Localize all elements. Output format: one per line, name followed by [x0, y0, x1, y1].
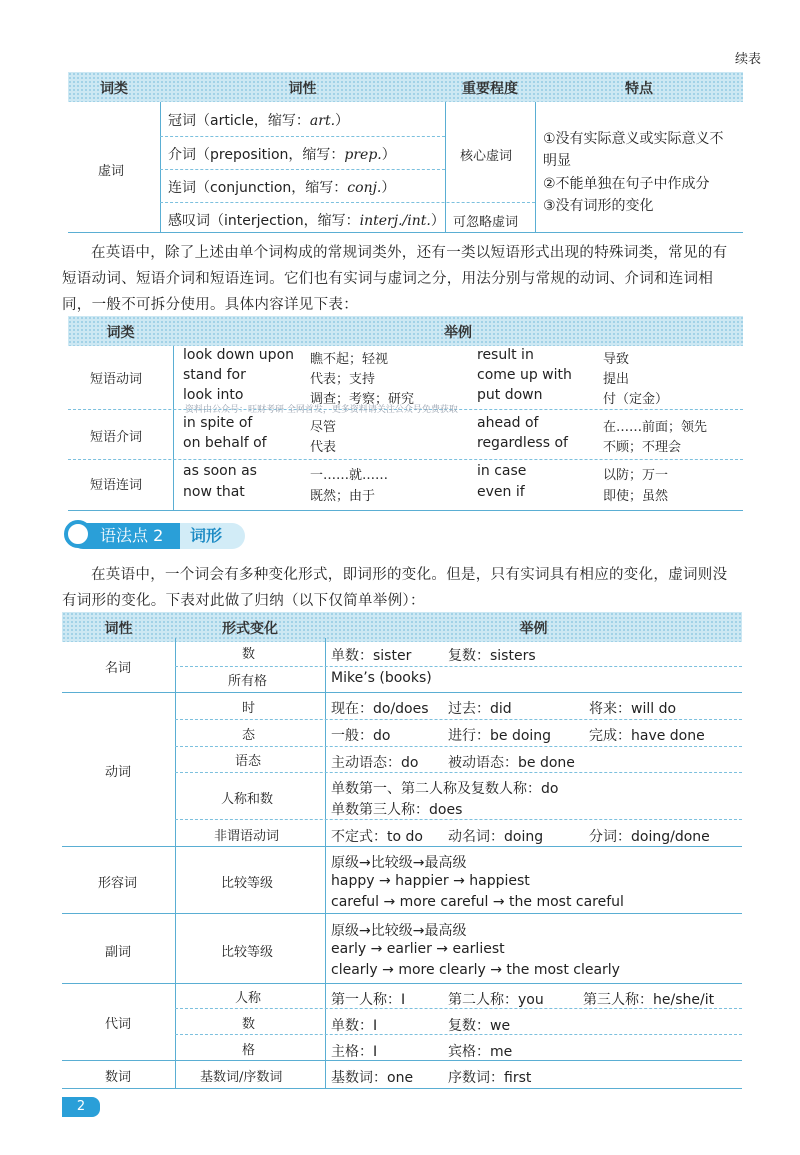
- importance-core: 核心虚词: [460, 149, 513, 164]
- example: 现在：do/does: [331, 701, 429, 717]
- form-comparison: 比较等级: [221, 945, 274, 960]
- paragraph-phrases: 在英语中，除了上述由单个词构成的常规词类外，还有一类以短语形式出现的特殊词类，常见的有短语动词、短语介词和短语连词。它们也有实词与虚词之分，用法分别与常规的动词、介词和连词相同，一般不可拆分使用。具体内容详见下表：: [62, 245, 728, 313]
- form-person: 人称: [235, 991, 262, 1006]
- phrase-meaning: 即使；虽然: [603, 489, 669, 504]
- example: careful → more careful → the most careful: [331, 894, 624, 910]
- group-label-phrasal-conjunctions: 短语连词: [90, 478, 143, 493]
- phrase-meaning: 在……前面；领先: [603, 420, 708, 435]
- form-person-number: 人称和数: [221, 792, 274, 807]
- example: 复数：we: [448, 1018, 511, 1034]
- example: Mike’s (books): [331, 670, 432, 686]
- phrase-meaning: 导致: [603, 352, 630, 367]
- header-word-class: 词类: [100, 81, 128, 97]
- phrase-meaning: 付（定金）: [603, 392, 669, 407]
- feature-line: 明显: [543, 153, 571, 169]
- form-case: 格: [242, 1043, 256, 1058]
- form-aspect: 态: [242, 728, 256, 743]
- example: 第三人称：he/she/it: [583, 992, 715, 1008]
- phrase: as soon as: [183, 463, 257, 479]
- group-label-phrasal-verbs: 短语动词: [90, 372, 143, 387]
- continued-label: 续表: [735, 52, 762, 67]
- header-word-class: 词类: [106, 325, 135, 341]
- table-row: 介词（preposition，缩写：prep.）: [168, 147, 396, 163]
- form-non-finite: 非谓语动词: [214, 829, 280, 844]
- phrase: now that: [183, 484, 245, 500]
- pos-adjective: 形容词: [98, 876, 138, 891]
- feature-line: ①没有实际意义或实际意义不: [543, 131, 724, 147]
- example: 复数：sisters: [448, 648, 536, 664]
- form-cardinal-ordinal: 基数词/序数词: [200, 1070, 283, 1085]
- form-comparison: 比较等级: [221, 876, 274, 891]
- phrase-meaning: 尽管: [310, 420, 337, 435]
- form-tense: 时: [242, 701, 256, 716]
- example: 一般：do: [331, 728, 391, 744]
- pos-noun: 名词: [105, 661, 132, 676]
- example: 将来：will do: [589, 701, 677, 717]
- form-number: 数: [242, 647, 256, 662]
- group-label-phrasal-prepositions: 短语介词: [90, 430, 143, 445]
- example: 进行：be doing: [448, 728, 552, 744]
- phrase: in case: [477, 463, 527, 479]
- phrase-meaning: 以防；万一: [603, 468, 669, 483]
- example: 被动语态：be done: [448, 755, 575, 771]
- example: 单数：I: [331, 1018, 378, 1034]
- example: 第二人称：you: [448, 992, 544, 1008]
- phrase-meaning: 瞧不起；轻视: [310, 352, 389, 367]
- phrase: look into: [183, 387, 244, 403]
- paragraph-word-forms: 在英语中，一个词会有多种变化形式，即词形的变化。但是，只有实词具有相应的变化，虚词则没有词形的变化。下表对此做了归纳（以下仅简单举例）：: [62, 567, 728, 609]
- importance-optional: 可忽略虚词: [453, 215, 519, 230]
- example: 宾格：me: [448, 1044, 513, 1060]
- example: 过去：did: [448, 701, 512, 717]
- phrase-meaning: 一……就……: [310, 468, 389, 483]
- phrase: ahead of: [477, 415, 539, 431]
- pos-verb: 动词: [105, 765, 132, 780]
- form-number: 数: [242, 1017, 256, 1032]
- header-examples: 举例: [444, 325, 472, 341]
- phrase: come up with: [477, 367, 572, 383]
- example: 原级→比较级→最高级: [331, 923, 467, 939]
- phrase-meaning: 调查；考察；研究: [310, 392, 415, 407]
- header-features: 特点: [625, 81, 653, 97]
- phrase: even if: [477, 484, 525, 500]
- category-function-words: 虚词: [98, 164, 125, 179]
- watermark: 资料由公众号：旺财考研 全网首发，更多资料请关注公众号免费获取: [185, 405, 458, 415]
- example: 动名词：doing: [448, 829, 544, 845]
- phrase: put down: [477, 387, 543, 403]
- example: 原级→比较级→最高级: [331, 855, 467, 871]
- example: clearly → more clearly → the most clearly: [331, 962, 620, 978]
- grammar-point-badge: [70, 523, 245, 549]
- example: happy → happier → happiest: [331, 873, 530, 889]
- header-examples: 举例: [519, 621, 548, 637]
- example: 单数：sister: [331, 648, 412, 664]
- magnifier-icon: [64, 520, 92, 548]
- feature-line: ③没有词形的变化: [543, 198, 654, 214]
- example: 单数第一、第二人称及复数人称：do: [331, 781, 559, 797]
- example: 单数第三人称：does: [331, 802, 463, 818]
- grammar-point-label: 语法点 2: [70, 523, 180, 549]
- phrase-meaning: 代表；支持: [310, 372, 376, 387]
- form-voice: 语态: [235, 754, 262, 769]
- example: 序数词：first: [448, 1070, 532, 1086]
- header-importance: 重要程度: [462, 81, 518, 97]
- feature-line: ②不能单独在句子中作成分: [543, 176, 710, 192]
- example: early → earlier → earliest: [331, 941, 505, 957]
- pos-numeral: 数词: [105, 1070, 132, 1085]
- example: 第一人称：I: [331, 992, 406, 1008]
- header-pos: 词性: [104, 621, 133, 637]
- example: 不定式：to do: [331, 829, 423, 845]
- phrase-meaning: 代表: [310, 440, 337, 455]
- example: 基数词：one: [331, 1070, 414, 1086]
- table-row: 冠词（article，缩写：art.）: [168, 113, 350, 129]
- phrase-meaning: 提出: [603, 372, 630, 387]
- phrase-meaning: 既然；由于: [310, 489, 376, 504]
- form-possessive: 所有格: [228, 674, 268, 689]
- phrase: result in: [477, 347, 534, 363]
- phrase-meaning: 不顾；不理会: [603, 440, 682, 455]
- example: 主动语态：do: [331, 755, 419, 771]
- pos-adverb: 副词: [105, 945, 132, 960]
- header-part-of-speech: 词性: [288, 81, 317, 97]
- phrase: regardless of: [477, 435, 568, 451]
- phrase: on behalf of: [183, 435, 267, 451]
- phrase: stand for: [183, 367, 246, 383]
- pos-pronoun: 代词: [105, 1017, 132, 1032]
- table-row: 感叹词（interjection，缩写：interj./int.）: [168, 213, 445, 229]
- header-form-change: 形式变化: [222, 621, 278, 637]
- page-number: 2: [62, 1097, 100, 1117]
- grammar-point-topic: 词形: [180, 523, 245, 549]
- example: 完成：have done: [589, 728, 705, 744]
- example: 分词：doing/done: [589, 829, 710, 845]
- table-row: 连词（conjunction，缩写：conj.）: [168, 180, 396, 196]
- example: 主格：I: [331, 1044, 378, 1060]
- phrase: in spite of: [183, 415, 253, 431]
- phrase: look down upon: [183, 347, 295, 363]
